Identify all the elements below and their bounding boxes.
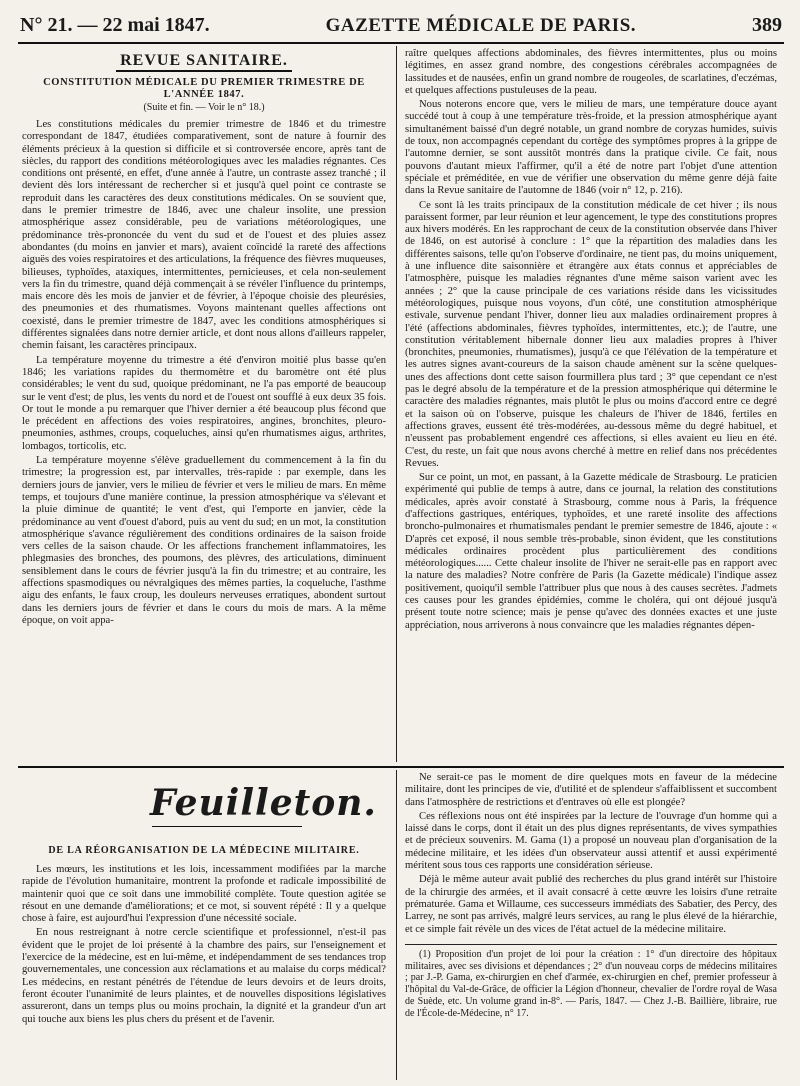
feuilleton-column-continued <box>405 772 777 1082</box>
page-number: 389 <box>751 14 782 36</box>
paragraph: En nous restreignant à notre cercle scientifique et professionnel, n'est-il pas évident que le projet de loi présenté à la chambre des pairs, sur l'enseignement et l'exercice de la médecine, est en lui-même, et indépendamment de ses tendances trop gouvernementales, une concession aux réclamations et au malaise du corps médical? Les médecins, en restant pénétrés de l'étendue de leurs devoirs et de leurs droits, feront écouter l'unanimité de leurs plaintes, et de nouvelles dispositions législatives assureront, dans un temps plus ou moins prochain, la dignité et la grandeur d'un art qui touche aux biens les plus chers du présent et de l'avenir. <box>22 927 386 1025</box>
paragraph: Sur ce point, un mot, en passant, à la Gazette médicale de Strasbourg. Le praticien expérimenté qui publie de temps à autre, dans ce journal, la relation des constitutions médicales, après avoir constaté à Strasbourg, comme nous à Paris, la fréquence d'affections gastriques, entériques, typhoïdes, et une rareté insolite des affections broncho-pulmonaires et rhumatismales pendant le premier semestre de 1846, ajoute : « D'après cet exposé, il nous semble très-probable, sinon évident, que les constitutions médicales ordinaires procèdent plus particulièrement des conditions météorologiques...... Cette chaleur insolite de l'hiver ne serait-elle pas en rapport avec la nature des maladies? Notre confrère de Paris (la Gazette médicale) l'indique assez positivement, quoiqu'il semble l'attribuer plus que nous à des causes secrètes. J'admets ces causes pour les grandes épidémies, comme le choléra, qui ont déjoué jusqu'à présent toute notre science; mais je pense qu'avec des données exactes et une juste appréciation, nous arriverons à nous convaincre que les maladies régnantes dépen- <box>405 472 777 631</box>
paragraph: raître quelques affections abdominales, des fièvres intermittentes, plus ou moins légitimes, en assez grand nombre, des congestions cérébrales accompagnées de lassitudes et de nausées, enfin un grand nombre de rougeoles, de scarlatines, d'eczémas, et quelques affections pustuleuses de la peau. <box>405 48 777 96</box>
paragraph: Ces réflexions nous ont été inspirées par la lecture de l'ouvrage d'un homme qui a laissé dans le corps, dont il était un des plus dignes représentants, de vives sympathies et de précieux souvenirs. M. Gama (1) a proposé un nouveau plan d'organisation de la médecine militaire, et les idées d'un observateur aussi attentif et aussi expérimenté méritent sous tous ces rapports une considération sérieuse. <box>405 810 777 872</box>
article-title: DE LA RÉORGANISATION DE LA MÉDECINE MILITAIRE. <box>48 845 360 856</box>
feuilleton-column <box>22 772 386 1082</box>
paragraph: La température moyenne du trimestre a été d'environ moitié plus basse qu'en 1846; les variations rapides du thermomètre et du baromètre ont été plus considérables; le vent du sud, quoique prédominant, ne l'a pas emporté de beaucoup sur le vent d'est; de plus, les vents du nord et de l'ouest ont soufflé à eux deux 35 fois. Or tout le monde a pu remarquer que l'hiver dernier a été beaucoup plus fécond que le précédent en affections des voies respiratoires, angines, bronchites, pleuro-pneumonies, asthmes, croups, coqueluches, ainsi qu'en rhumatismes aigus, arthrites, lombagos, torticolis, etc. <box>22 354 386 452</box>
article-subtitle: CONSTITUTION MÉDICALE DU PREMIER TRIMESTRE DE <box>43 77 365 88</box>
feuilleton-rule <box>18 766 784 768</box>
paragraph: Ce sont là les traits principaux de la constitution médicale de cet hiver ; ils nous paraissent former, par leur réunion et leur agencement, le type des constitutions propres aux hivers modérés. En les rapprochant de ceux de la constitution observée dans l'hiver de 1846, on est autorisé à conclure : 1° que la répartition des maladies dans les différentes saisons, telle qu'on l'observe d'ordinaire, ne tient pas, du moins uniquement, à une influence dite saisonnière et étrangère aux états connus et appréciables de l'atmosphère, puisque les maladies régnantes d'une même saison varient avec les années ; 2° que la cause principale de ces variations réside dans les vicissitudes météorologiques, puisque nous voyons, d'un côté, une constitution atmosphérique estivale, survenue pendant l'hiver, donner lieu aux maladies ordinairement propres à l'été (affections abdominales, fièvres typhoïdes, intermittentes, etc.); de l'autre, une constitution véritablement hibernale donner lieu aux maladies propres à l'hiver (bronchites, pneumonies, rhumatismes), jusqu'à ce que l'élévation de la température et les autres signes avant-coureurs de la saison chaude amènent sur la scène quelques-unes des affections dont cette saison fourmillera plus tard ; 3° que cependant ce n'est pas le degré absolu de la température et de la pression atmosphérique qui détermine le caractère des maladies régnantes, mais plutôt le plus ou moins d'accord entre ce degré et la saison où on l'observe, puisque les chaleurs de l'hiver de 1846, fertiles en affections graves, eussent été très-modérées, au-dessous même du degré habituel, et n'eussent pas probablement engendré ces affections, si elles avaient eu lieu en été. C'est, du reste, un fait que nous avons cherché à mettre en relief dans nos précédentes Revues. <box>405 199 777 469</box>
page-header <box>20 14 782 38</box>
paragraph: Les mœurs, les institutions et les lois, incessamment modifiées par la marche rapide de l'évolution humanitaire, montrent la profonde et radicale impossibilité de maintenir quoi que ce soit dans une immobilité complète. Toute question agitée se résout en une demande d'améliorations; et ce mot, si souvent répété : Il y a quelque chose à faire, est aujourd'hui l'expression d'une nécessité sociale. <box>22 864 386 925</box>
feuilleton-underline <box>152 826 302 827</box>
section-title: REVUE SANITAIRE. <box>22 52 386 70</box>
header-rule <box>18 42 784 44</box>
article-subtitle-year: L'ANNÉE 1847. <box>163 89 245 100</box>
paragraph: Nous noterons encore que, vers le milieu de mars, une température douce ayant succédé tout à coup à une température très-froide, et la pression atmosphérique ayant simultanément baissé d'un degré notable, un grand nombre de coryzas humides, suivis de toux, non accompagnés cependant du cortège des symptômes propres à la grippe de l'automne dernier, se sont aussitôt montrés dans la pratique civile. Ce fait, nous pouvons d'autant mieux l'affirmer, qu'il a été de notre part l'objet d'une attention spéciale et préméditée, en vue de vérifier une observation du même genre déjà faite dans la Revue sanitaire de l'automne de 1846 (voir n° 12, p. 216). <box>405 99 777 197</box>
publication-title: GAZETTE MÉDICALE DE PARIS. <box>325 15 637 36</box>
paragraph: Les constitutions médicales du premier trimestre de 1846 et du trimestre correspondant de 1847, étudiées comparativement, sont de nature à fournir des éléments précieux à la question si difficile et si controversée encore, après tant de siècles, du rapport des conditions météorologiques avec les maladies régnantes. Ces conditions ont présenté, en effet, d'une année à l'autre, un contraste assez tranché ; il devient dès lors intéressant de rechercher si et jusqu'à quel point ce contraste se reproduit dans les caractères des deux constitutions médicales. On se souvient que, dans le premier trimestre de 1846, avec une chaleur insolite, une pression atmosphérique assez considérable, peu de variations météorologiques, une prédominance très-prononcée du vent du sud et de l'ouest et des pluies assez abondantes (du moins en janvier et mars), avaient coïncidé la rareté des affections aiguës des voies respiratoires et des articulations, la fréquence des fièvres muqueuses, bilieuses, typhoïdes, ataxiques, intermittentes, pernicieuses, et cela non-seulement vers la fin du trimestre, quand déjà commençait à se révéler l'influence du printemps, mais encore dès les mois de janvier et de février, à l'époque choisie des pleurésies, des pneumonies et des rhumatismes. Voyons maintenant quelles affections ont coexisté, dans le premier trimestre de 1847, avec les conditions atmosphériques si différentes signalées dans notre dernier article, et dont nous allons d'ailleurs rappeler, chemin faisant, les caractères principaux. <box>22 119 386 352</box>
continuation-note: (Suite et fin. — Voir le n° 18.) <box>143 102 265 113</box>
feuilleton-heading: Feuilleton. <box>150 782 377 824</box>
paragraph: La température moyenne s'élève graduellement du commencement à la fin du trimestre; la progression est, par intervalles, très-rapide : par exemple, dans les derniers jours de janvier, vers le milieu de février et vers le milieu de mars. En même temps, et toujours d'une manière continue, la pression atmosphérique va s'élevant et la pluie diminue de quantité; le vent d'est, qui l'emporte en janvier, cède la prédominance au vent d'ouest d'abord, puis au vent du sud; en un mot, la constitution atmosphérique s'avance régulièrement des conditions ordinaires de la saison froide vers celles de la saison chaude. Or les affections franchement inflammatoires, les phlegmasies des bronches, des poumons, des plèvres, des articulations, diminuent sensiblement dans le cours de février jusqu'à la fin du trimestre; et au contraire, les affections spasmodiques ou névralgiques des mêmes parties, la coqueluche, l'asthme aigu des enfants, le faux croup, les douleurs nerveuses erratiques, abondent surtout dans les derniers jours de février et dans le cours du mois de mars. A la même époque, on voit appa- <box>22 455 386 626</box>
column-divider-bottom <box>396 770 397 1080</box>
revue-sanitaire-column-continued <box>405 48 777 762</box>
paragraph: Ne serait-ce pas le moment de dire quelques mots en faveur de la médecine militaire, dont les principes de vie, d'utilité et de splendeur s'affaiblissent et succombent dans l'atmosphère de restrictions et d'entraves où elle est plongée? <box>405 772 777 808</box>
footnote: (1) Proposition d'un projet de loi pour la création : 1° d'un directoire des hôpitaux militaires, avec ses divisions et dépendances ; 2° d'un nouveau corps de médecins militaires ; par J.-P. Gama, ex-chirurgien en chef d'armée, ex-chirurgien en chef, premier professeur à l'hôpital du Val-de-Grâce, de officier la Légion d'honneur, chevalier de l'ordre royal de Wasa de Suède, etc. Un volume grand in-8°. — Paris, 1847. — Chez J.-B. Baillière, libraire, rue de l'École-de-Médecine, n° 17. <box>405 948 777 1019</box>
footnote-rule <box>405 944 777 945</box>
paragraph: Déjà le même auteur avait publié des recherches du plus grand intérêt sur l'histoire de la chirurgie des armées, et il avait consacré à cette œuvre les loisirs d'une retraite prématurée. Gama et Willaume, ces successeurs immédiats des Sabatier, des Percy, des Larrey, ne sont pas arrivés, malgré leurs services, au rang le plus élevé de la hiérarchie, et ce simple fait révèle un des vices de l'état actuel de la médecine militaire. <box>405 874 777 935</box>
column-divider-top <box>396 46 397 762</box>
revue-sanitaire-column <box>22 48 386 762</box>
issue-number: N° 21. — 22 mai 1847. <box>20 14 210 36</box>
